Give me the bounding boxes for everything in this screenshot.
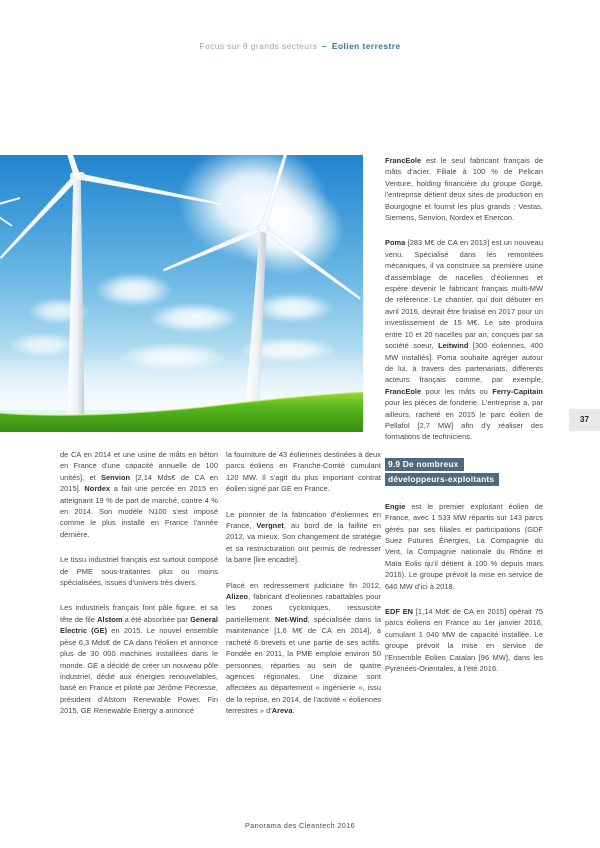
paragraph: [226, 580, 381, 717]
company-name-bold: Alstom: [97, 614, 123, 624]
text-run: , spécialisée dans la maintenance [1,6 M€ de CA en 2014], a racheté 6 brevets et une partie de ses actifs. Fondée en 2011, la PME emploie environ 50 personnes, réparties au sein de quatre agences régionales. Une dizaine sont affectées au département « ingénierie », issu de la reprise, en 2014, de l'activité « éoliennes terrestres » d': [226, 614, 382, 716]
text-run: est le premier exploitant éolien de France, avec 1 533 MW répartis sur 143 parcs gérés par ses filiales et participations (GDF Suez Futures Énergies, La Compagnie du Vent, la Compagnie nationale du Rhône et Maïa Eolis qu'il détient à 100 % depuis mars 2016). Le groupe prévoit la mise en service de 640 MW d'ici à 2018.: [385, 501, 543, 591]
text-run: [283 M€ de CA en 2013] est un nouveau venu. Spécialisé dans les remontées mécaniques, il va construire sa première usine d'assemblage de nacelles d'éoliennes et espère devenir le fabricant français multi-MW de référence. Le chantier, qui doit débuter en avril 2016, devrait être finalisé en 2017 pour un investissement de 15 M€. Le site produira entre 10 et 20 nacelles par an, conçues par sa société soeur,: [385, 238, 543, 351]
text-run: de CA en 2014 et une usine de mâts en béton en France d'une capacité annuelle de 100 unités], et: [60, 450, 218, 482]
paragraph: [385, 237, 543, 442]
text-run: est le seul fabricant français de mâts d'acier. Filiale à 100 % de Pelican Venture, holding financière du groupe Gorgé, l'entreprise détient deux sites de production en Bourgogne et fournit les plus grands : Vestas, Siemens, Senvion, Nordex et Enercon.: [385, 156, 543, 223]
right-column-bottom: [385, 501, 543, 675]
text-column-left: [60, 449, 218, 731]
text-run: [300 éoliennes, 400 MW installés]. Poma souhaite agréger autour de lui, à travers des partenariats, différents acteurs français comme, par exemple,: [385, 341, 543, 385]
paragraph: [226, 509, 381, 566]
page-footer: [0, 821, 600, 830]
company-name-bold: FrancEole: [385, 156, 422, 165]
wind-turbines-photo: [0, 155, 363, 432]
breadcrumb: Focus sur 8 grands secteurs: [199, 41, 318, 51]
company-name-bold: Engie: [385, 501, 406, 511]
page-number-tab: [569, 409, 600, 431]
company-name-bold: EDF EN: [385, 607, 414, 616]
company-name-bold: Alizeo: [226, 592, 249, 602]
text-run: a été absorbée par: [122, 614, 191, 624]
text-run: .: [292, 706, 295, 716]
text-run: Les industriels français font pâle figure, et sa tête de file: [60, 603, 218, 624]
wind-turbine-right: [162, 155, 361, 411]
turbines-illustration: [0, 155, 363, 432]
company-name-bold: General Electric (GE): [60, 614, 218, 636]
header-separator: –: [322, 41, 328, 51]
wind-turbine-left: [0, 155, 223, 421]
paragraph: [385, 606, 543, 674]
text-column-middle: [226, 449, 381, 731]
page-number: 37: [580, 415, 589, 424]
paragraph: [226, 449, 381, 495]
text-column-right: [385, 155, 543, 688]
company-name-bold: Ferry-Capitain: [492, 386, 543, 396]
company-name-bold: Poma: [385, 238, 406, 248]
company-name-bold: Leitwind: [438, 341, 469, 351]
paragraph: [60, 449, 218, 540]
footer-text: Panorama des Cleantech 2016: [244, 821, 356, 830]
company-name-bold: Areva: [271, 706, 293, 716]
text-run: , au bord de la faillite en 2012, va mieux. Son changement de stratégie et sa restructuration ont permis de redresser la barre [lire encadré].: [226, 521, 382, 565]
text-run: en 2015. Le nouvel ensemble pèse 6,3 Mds€ de CA dans l'éolien et annonce plus de 30 000 machines installées dans le monde. GE a décidé de créer un nouveau pôle industriel, dédié aux énergies renouvelables, basé en France et piloté par Jérôme Pécresse, président d'Alstom Renewable Power. Fin 2015, GE Renewable Energy a annoncé: [60, 626, 218, 716]
page-header: [0, 41, 600, 51]
company-name-bold: Nordex: [84, 484, 111, 494]
paragraph: [385, 155, 543, 223]
subsection-heading-line2: développeurs-exploitants: [385, 473, 499, 486]
text-run: [1,14 Md€ de CA en 2015] opérait 75 parcs éoliens en France au 1er janvier 2016, cumulant 1 040 MW de capacité installée. Le groupe prévoit la mise en service de l'Ensemble Eolien Catalan [96 MW], dans les Pyrénées-Orientales, à l'été 2016.: [385, 607, 543, 674]
company-name-bold: FrancEole: [385, 386, 422, 396]
text-run: [2,14 Mds€ de CA en 2015].: [60, 472, 218, 494]
right-column-top: [385, 155, 543, 443]
company-name-bold: Senvion: [101, 472, 131, 482]
text-run: , fabricant d'éoliennes rabattables pour les zones cycloniques, ressuscite partiellement.: [226, 592, 381, 624]
paragraph: [60, 602, 218, 716]
distant-turbine-blades: [0, 198, 20, 226]
text-run: pour les pièces de fonderie. L'entreprise a, par ailleurs, racheté en 2015 le parc éolien de Pellafol [2,7 MW] afin d'y réaliser des formations de techniciens.: [385, 398, 543, 442]
text-run: Le pionnier de la fabrication d'éoliennes en France,: [226, 509, 381, 531]
company-name-bold: Net-Wind: [275, 614, 308, 624]
text-run: pour les mâts ou: [421, 386, 493, 396]
company-name-bold: Vergnet: [256, 521, 284, 531]
text-run: Placé en redressement judiciaire fin 2012,: [226, 580, 381, 590]
grass-hill: [0, 392, 363, 432]
paragraph: [385, 501, 543, 592]
text-run: la fourniture de 43 éoliennes destinées à deux parcs éoliens en Franche-Comté cumulant 120 MW. Il s'agit du plus important contrat éolien signé par GE en France.: [226, 450, 381, 494]
text-run: a fait une percée en 2015 en atteignant 19 % de part de marché, contre 4 % en 2014. Son modèle N100 s'est imposé comme le plus installé en France l'année dernière.: [60, 484, 219, 539]
text-run: Le tissu industriel français est surtout composé de PME sous-traitantes plus ou moins spécialisées, issues d'univers très divers.: [60, 555, 218, 588]
paragraph: [60, 554, 218, 588]
section-title: Eolien terrestre: [331, 41, 401, 51]
subsection-heading: [385, 457, 543, 487]
subsection-heading-line1: 9.9 De nombreux: [385, 458, 464, 471]
